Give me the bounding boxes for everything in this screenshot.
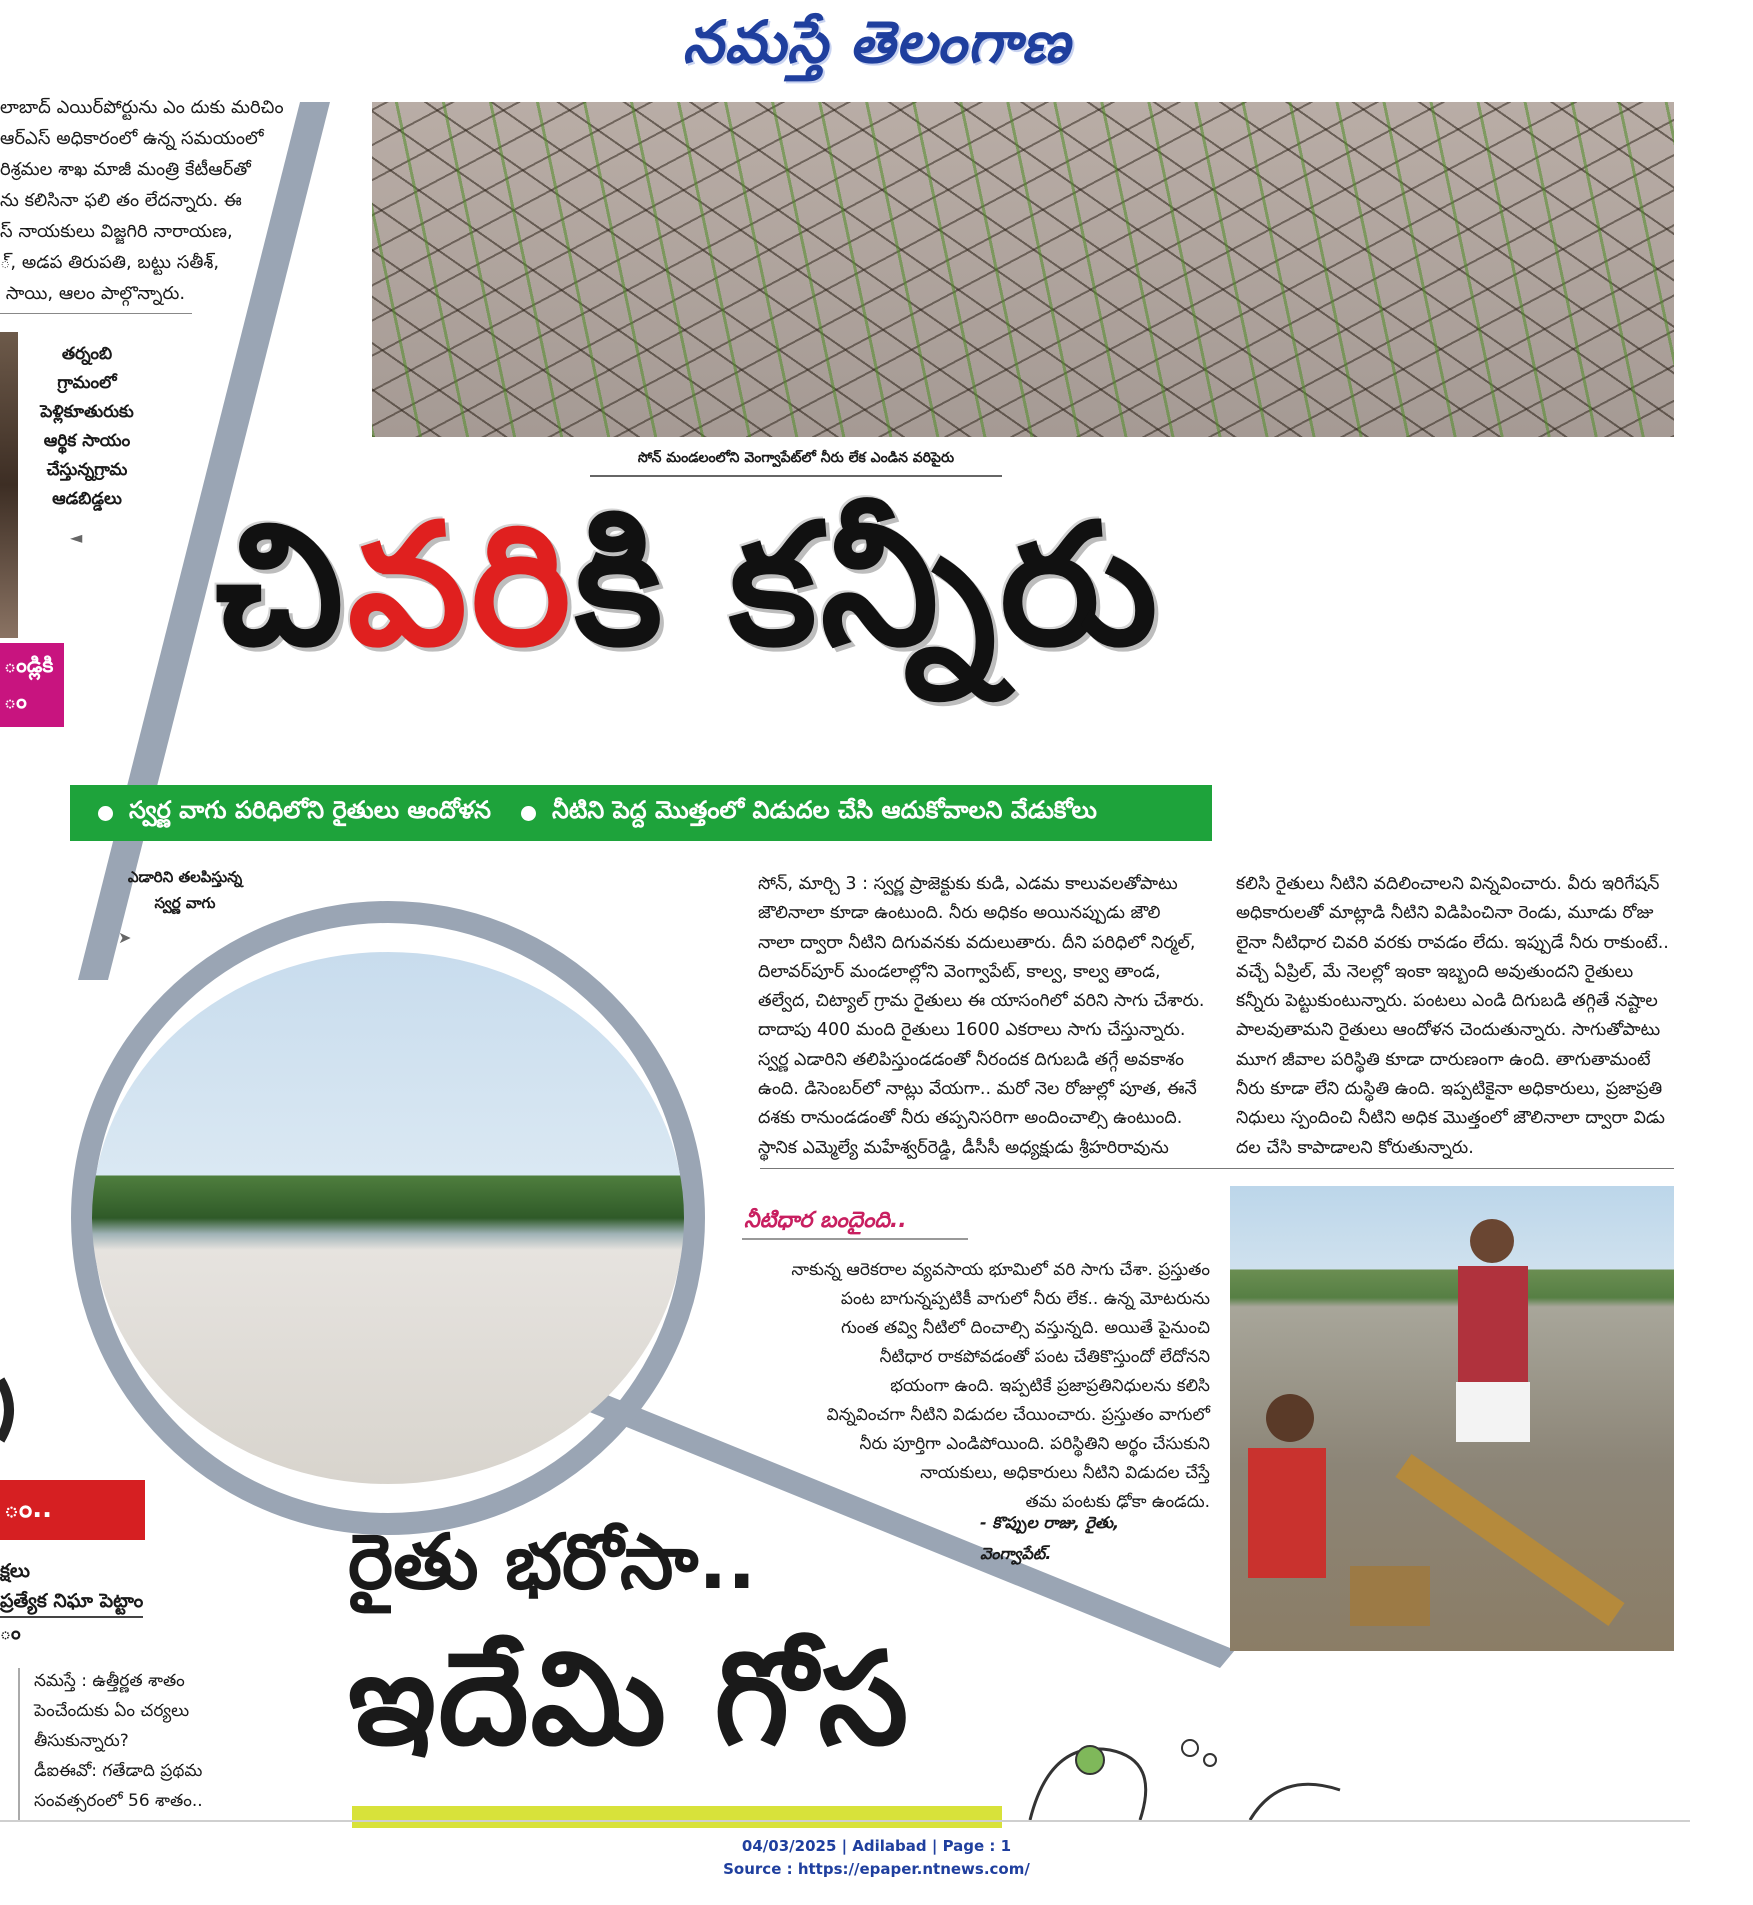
top-photo-caption: సోన్ మండలంలోని వెంగ్వాపేట్‌లో నీరు లేక ఎండిన వరిపైరు (590, 450, 1002, 477)
main-headline (215, 487, 1655, 683)
cartoon-bag (1076, 1746, 1104, 1774)
motor (1350, 1566, 1430, 1626)
subhead-underline (742, 1238, 968, 1240)
cartoon-figure-2 (1250, 1784, 1340, 1820)
bottom-headline-line2: ఇదేమి గోస (348, 1625, 911, 1774)
bullet-icon (521, 806, 536, 821)
article-column-1: సోన్, మార్చి 3 : స్వర్ణ ప్రాజెక్టుకు కుడి, ఎడమ కాలువలతోపాటు జౌలినాలా కూడా ఉంటుంది. నీరు అధికం అయినప్పుడు జౌలి నాలా ద్వారా నీటిని దిగువనకు వదులుతారు. దీని పరిధిలో నిర్మల్, దిలావర్‌పూర్ మండలాల్లోని వెంగ్వాపేట్, కాల్వ, కాల్వ తాండ, తల్వేద, చిట్యాల్ గ్రామ రైతులు ఈ యాసంగిలో వరిని సాగు చేశారు. దాదాపు 400 మంది రైతులు 1600 ఎకరాలు సాగు చేస్తున్నారు. స్వర్ణ ఎడారిని తలిపిస్తుండడంతో నీరందక దిగుబడి తగ్గే అవకాశం ఉంది. డిసెంబర్‌లో నాట్లు వేయగా.. మరో నెల రోజుల్లో పూత, ఈనే దశకు రానుండడంతో నీరు తప్పనిసరిగా అందించాల్సి ఉంటుంది. స్థానిక ఎమ్మెల్యే మహేశ్వర్‌రెడ్డి, డీసీసీ అధ్యక్షుడు శ్రీహరిరావును (758, 874, 1205, 1158)
dry-river-photo (92, 952, 684, 1484)
farmers-motor-photo (1230, 1186, 1674, 1651)
masthead: నమస్తే తెలంగాణ (682, 8, 1071, 76)
person-dhoti (1456, 1382, 1530, 1442)
headline-part2-red: వరి (347, 487, 575, 683)
footer-date-page: 04/03/2025 | Adilabad | Page : 1 (741, 1837, 1012, 1855)
highlight-2: నీటిని పెద్ద మొత్తంలో విడుదల చేసి ఆదుకోవాలని వేడుకోలు (552, 796, 1097, 824)
farmer-quote: నాకున్న ఆరెకరాల వ్యవసాయ భూమిలో వరి సాగు చేశా. ప్రస్తుతం పంట బాగున్నప్పటికీ వాగులో నీరు లేక.. ఉన్న మోటరును గుంత తవ్వి నీటిలో దించాల్సి వస్తున్నది. అయితే పైనుంచి నీటిధార రాకపోవడంతో పంట చేతికొస్తుందో లేదోనని భయంగా ఉంది. ఇప్పటికే ప్రజాప్రతినిధులను కలిసి విన్నవించగా నీటిని విడుదల చేయించారు. ప్రస్తుతం వాగులో నీరు పూర్తిగా ఎండిపోయింది. పరిస్థితిని అర్థం చేసుకుని నాయకులు, అధికారులు నీటిని విడుదల చేస్తే తమ పంటకు ఢోకా ఉండదు. (791, 1260, 1210, 1512)
page-bottom-rule (0, 1820, 1690, 1822)
cartoon-bubble (1204, 1754, 1216, 1766)
yellow-bar (352, 1806, 1002, 1828)
left-photo-caption: తర్నంబి గ్రామంలో పెళ్లికూతురుకు ఆర్థిక సాయం చేస్తున్నగ్రామ ఆడబిడ్డలు (40, 344, 134, 509)
magenta-box: ండ్లికి ం (0, 643, 64, 727)
person-head (1470, 1219, 1514, 1263)
interview-qa: నమస్తే : ఉత్తీర్ణత శాతం పెంచేందుకు ఏం చర్యలు తీసుకున్నారు? డీఐఈవో: గతేడాది ప్రథమ సంవత్సరంలో 56 శాతం.. (34, 1671, 203, 1811)
left-article-text: లాబాద్ ఎయిర్‌పోర్టును ఎం దుకు మరిచిం ఆర్ఎస్ అధికారంలో ఉన్న సమయంలో రిశ్రమల శాఖ మాజీ మంత్రి కేటీఆర్‌తో ను కలిసినా ఫలి తం లేదన్నారు. ఈ స్ నాయకులు విజ్జగిరి నారాయణ, ్, అడప తిరుపతి, బట్టు సతీశ్, సాయి, ఆలం పాల్గొన్నారు. (0, 97, 284, 304)
dry-field-photo (372, 102, 1674, 437)
left-items (0, 1556, 143, 1648)
person-2-shirt (1248, 1448, 1326, 1578)
headline-part1: చి (215, 487, 348, 683)
quote-subheading: నీటిధార బందైంది.. (744, 1208, 907, 1233)
qa-rule (18, 1668, 20, 1820)
person-shirt (1458, 1266, 1528, 1386)
footer-source[interactable]: Source : https://epaper.ntnews.com/ (723, 1860, 1030, 1878)
bullet-icon (98, 806, 113, 821)
left-item: ప్రత్యేక నిఘా పెట్టాం (0, 1586, 143, 1618)
person-2-head (1266, 1394, 1314, 1442)
red-band: ం.. (0, 1480, 145, 1540)
highlight-1: స్వర్ణ వాగు పరిధిలోని రైతులు ఆందోళన (129, 796, 492, 824)
highlights-bar (70, 785, 1212, 841)
edge-glyph (0, 1380, 9, 1440)
caption-arrow-icon: ◄ (70, 528, 83, 547)
quote-author: - కొప్పుల రాజు, రైతు, వెంగ్వాపేట్. (980, 1513, 1120, 1563)
left-item: క్షలు (0, 1560, 30, 1582)
caption-arrow-icon: ➤ (118, 928, 132, 947)
section-divider (760, 1168, 1674, 1169)
article-column-2: కలిసి రైతులు నీటిని వదిలించాలని విన్నవించారు. వీరు ఇరిగేషన్ అధికారులతో మాట్లాడి నీటిని విడిపించినా రెండు, మూడు రోజు లైనా నీటిధార చివరి వరకు రావడం లేదు. ఇప్పుడే నీరు రాకుంటే.. వచ్చే ఏప్రిల్, మే నెలల్లో ఇంకా ఇబ్బంది అవుతుందని రైతులు కన్నీరు పెట్టుకుంటున్నారు. పంటలు ఎండి దిగుబడి తగ్గితే నష్టాల పాలవుతామని రైతులు ఆందోళన చెందుతున్నారు. సాగుతోపాటు మూగ జీవాల పరిస్థితి కూడా దారుణంగా ఉంది. తాగుతామంటే నీరు కూడా లేని దుస్థితి ఉంది. ఇప్పటికైనా అధికారులు, ప్రజాప్రతి నిధులు స్పందించి నీటిని అధిక మొత్తంలో జౌలినాలా ద్వారా విడు దల చేసి కాపాడాలని కోరుతున్నారు. (1236, 874, 1669, 1158)
left-divider (0, 313, 192, 314)
bottom-headline-line1: రైతు భరోసా.. (348, 1517, 757, 1606)
left-photo (0, 332, 18, 638)
cartoon-bubble (1182, 1740, 1198, 1756)
photo-figures (1230, 1186, 1674, 1651)
left-item: ం (0, 1622, 21, 1644)
circle-photo-caption: ఎడారిని తలపిస్తున్న స్వర్ణ వాగు (127, 868, 243, 912)
headline-part3: కి కన్నీరు (574, 487, 1162, 683)
cartoon-illustration (1020, 1730, 1350, 1825)
